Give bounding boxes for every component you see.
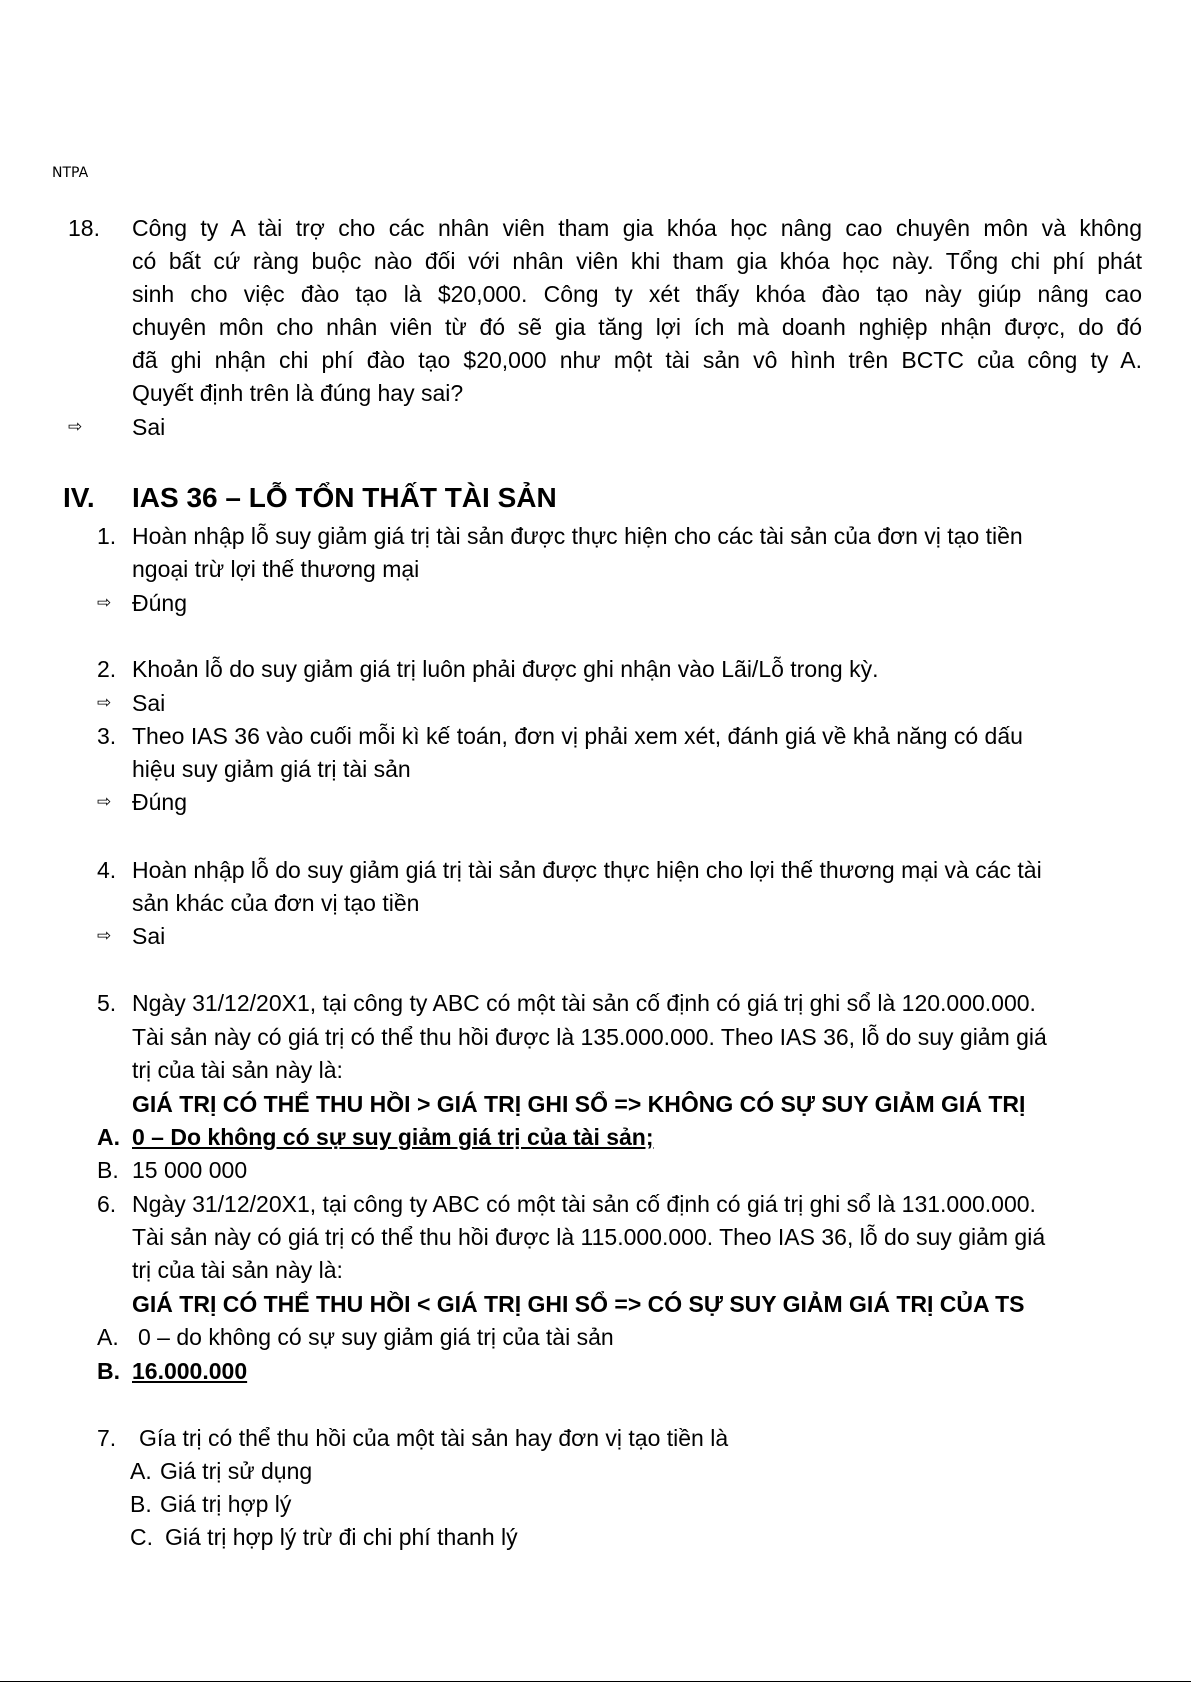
question-line: Hoàn nhập lỗ do suy giảm giá trị tài sản được thực hiện cho lợi thế thương mại và các tài xyxy=(132,857,1042,883)
section-title: IAS 36 – LỖ TỔN THẤT TÀI SẢN xyxy=(132,482,557,513)
question-number: 1. xyxy=(97,523,117,549)
option-text: Giá trị hợp lý xyxy=(160,1491,292,1517)
option-letter: A. xyxy=(97,1124,120,1150)
answer: Sai xyxy=(132,923,166,949)
question-line: sinh cho việc đào tạo là $20,000. Công ty xét thấy khóa đào tạo này giúp nâng cao xyxy=(132,281,1142,307)
question-line: hiệu suy giảm giá trị tài sản xyxy=(132,756,411,782)
arrow-right-icon: ⇨ xyxy=(97,693,112,713)
option-letter: C. xyxy=(130,1524,153,1550)
header-label: NTPA xyxy=(52,165,89,181)
question-line: Ngày 31/12/20X1, tại công ty ABC có một tài sản cố định có giá trị ghi sổ là 131.000.000. xyxy=(132,1191,1036,1217)
answer: Đúng xyxy=(132,789,187,815)
arrow-right-icon: ⇨ xyxy=(97,926,112,946)
question-line: ngoại trừ lợi thế thương mại xyxy=(132,556,420,582)
question-line: Quyết định trên là đúng hay sai? xyxy=(132,380,464,406)
question-line: sản khác của đơn vị tạo tiền xyxy=(132,890,420,916)
question-line: trị của tài sản này là: xyxy=(132,1057,343,1083)
arrow-right-icon: ⇨ xyxy=(97,792,112,812)
section-number: IV. xyxy=(63,482,95,513)
option-letter: A. xyxy=(130,1458,152,1484)
answer: Đúng xyxy=(132,590,187,616)
question-number: 6. xyxy=(97,1191,117,1217)
question-line: Hoàn nhập lỗ suy giảm giá trị tài sản được thực hiện cho các tài sản của đơn vị tạo tiền xyxy=(132,523,1023,549)
option-text: 0 – do không có sự suy giảm giá trị của tài sản xyxy=(138,1324,614,1350)
option-text: 0 – Do không có sự suy giảm giá trị của tài sản; xyxy=(132,1124,654,1150)
question-line: có bất cứ ràng buộc nào đối với nhân viên khi tham gia khóa học này. Tổng chi phí phát xyxy=(132,248,1142,274)
answer: Sai xyxy=(132,690,166,716)
question-line: Khoản lỗ do suy giảm giá trị luôn phải được ghi nhận vào Lãi/Lỗ trong kỳ. xyxy=(132,656,879,682)
option-letter: B. xyxy=(130,1491,152,1517)
footer-rule xyxy=(0,1681,1191,1682)
question-number: 5. xyxy=(97,990,117,1016)
arrow-right-icon: ⇨ xyxy=(68,417,83,437)
answer-note: GIÁ TRỊ CÓ THỂ THU HỒI < GIÁ TRỊ GHI SỔ => CÓ SỰ SUY GIẢM GIÁ TRỊ CỦA TS xyxy=(132,1291,1025,1317)
answer-note: GIÁ TRỊ CÓ THỂ THU HỒI > GIÁ TRỊ GHI SỔ => KHÔNG CÓ SỰ SUY GIẢM GIÁ TRỊ xyxy=(132,1091,1026,1117)
question-number: 7. xyxy=(97,1425,117,1451)
question-number: 3. xyxy=(97,723,117,749)
option-letter: B. xyxy=(97,1157,119,1183)
question-number: 2. xyxy=(97,656,117,682)
option-text: Giá trị hợp lý trừ đi chi phí thanh lý xyxy=(165,1524,518,1550)
arrow-right-icon: ⇨ xyxy=(97,593,112,613)
question-line: Tài sản này có giá trị có thể thu hồi được là 135.000.000. Theo IAS 36, lỗ do suy giảm giá xyxy=(132,1024,1047,1050)
option-text: 15 000 000 xyxy=(132,1157,248,1183)
question-line: Công ty A tài trợ cho các nhân viên tham gia khóa học nâng cao chuyên môn và không xyxy=(132,215,1142,241)
question-line: đã ghi nhận chi phí đào tạo $20,000 như một tài sản vô hình trên BCTC của công ty A. xyxy=(132,347,1142,373)
answer: Sai xyxy=(132,414,166,440)
question-line: chuyên môn cho nhân viên từ đó sẽ gia tăng lợi ích mà doanh nghiệp nhận được, do đó xyxy=(132,314,1142,340)
option-text: Giá trị sử dụng xyxy=(160,1458,313,1484)
option-letter: A. xyxy=(97,1324,119,1350)
question-number: 4. xyxy=(97,857,117,883)
question-line: Ngày 31/12/20X1, tại công ty ABC có một tài sản cố định có giá trị ghi sổ là 120.000.000. xyxy=(132,990,1036,1016)
option-letter: B. xyxy=(97,1358,120,1384)
option-text: 16.000.000 xyxy=(132,1358,248,1384)
question-line: Theo IAS 36 vào cuối mỗi kì kế toán, đơn vị phải xem xét, đánh giá về khả năng có dấu xyxy=(132,723,1023,749)
question-line: trị của tài sản này là: xyxy=(132,1257,343,1283)
question-line: Gía trị có thể thu hồi của một tài sản hay đơn vị tạo tiền là xyxy=(139,1425,729,1451)
question-line: Tài sản này có giá trị có thể thu hồi được là 115.000.000. Theo IAS 36, lỗ do suy giảm giá xyxy=(132,1224,1046,1250)
question-number: 18. xyxy=(68,215,100,241)
